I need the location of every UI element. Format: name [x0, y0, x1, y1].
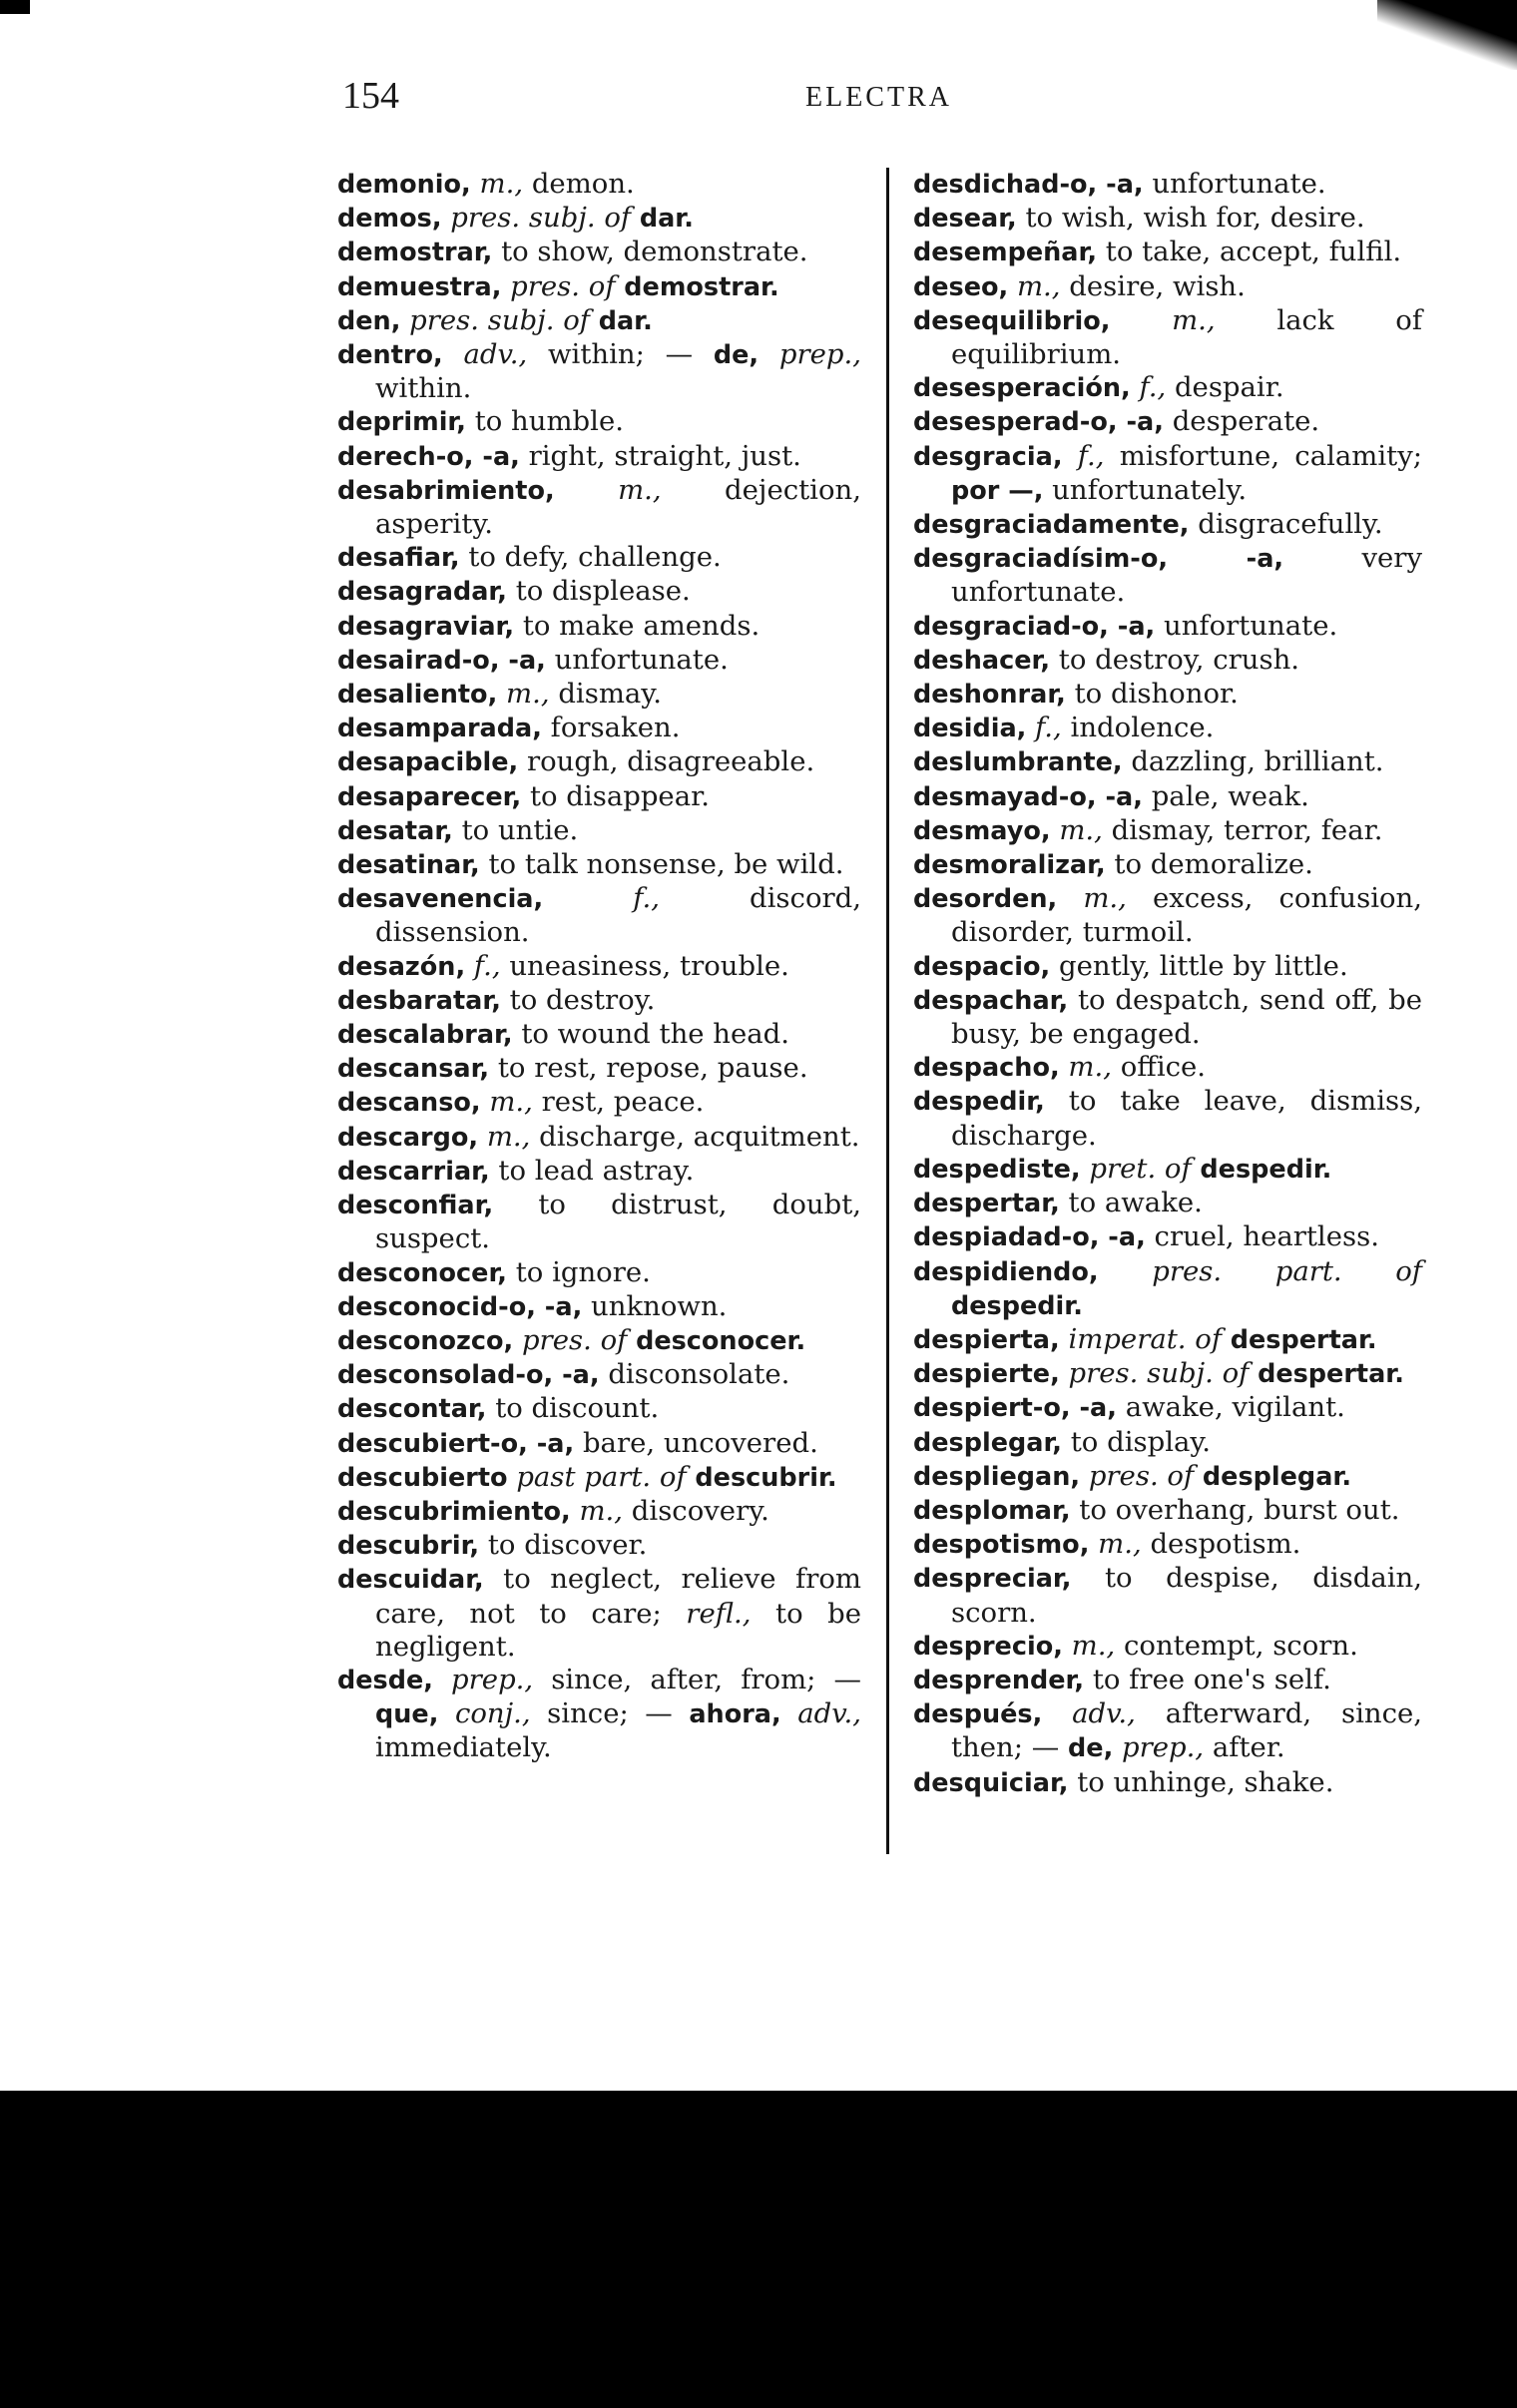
grammar-label: adv., [463, 338, 528, 371]
glossary-entry [337, 984, 861, 1018]
glossary-entry [913, 780, 1422, 814]
cross-reference: desplegar. [1202, 1461, 1352, 1492]
cross-reference: despertar. [1258, 1359, 1404, 1390]
glossary-entry [913, 678, 1422, 712]
definition-text: unfortunate. [1163, 609, 1338, 642]
definition-text: dazzling, brilliant. [1131, 745, 1384, 778]
headword: descalabrar, [337, 1020, 513, 1051]
glossary-entry [337, 304, 861, 338]
grammar-label: pres. subj. of [450, 202, 632, 235]
headword: desavenencia, [337, 884, 544, 915]
definition-text: within. [375, 372, 472, 405]
definition-text: office. [1120, 1051, 1207, 1084]
glossary-entry [337, 168, 861, 202]
definition-text: desperate. [1172, 405, 1320, 438]
definition-text: to defy, challenge. [468, 541, 722, 574]
glossary-entry [913, 610, 1422, 644]
glossary-entry [337, 338, 861, 405]
glossary-entry [913, 1697, 1422, 1765]
glossary-entry [913, 1391, 1422, 1425]
headword: despediste, [913, 1154, 1081, 1185]
cross-reference: despedir. [951, 1290, 1083, 1321]
glossary-entry [337, 1392, 861, 1426]
cross-reference: ahora, [689, 1699, 781, 1730]
glossary-entry [913, 1664, 1422, 1697]
headword: desde, [337, 1665, 433, 1695]
grammar-label: pres. subj. of [1068, 1357, 1250, 1390]
glossary-entry [913, 882, 1422, 949]
definition-text: to take leave, dismiss, discharge. [951, 1085, 1422, 1152]
grammar-label: m., [486, 1120, 531, 1153]
definition-text: to humble. [474, 405, 624, 438]
glossary-entry [913, 405, 1422, 439]
glossary-entry [337, 712, 861, 745]
glossary-entry [337, 1189, 861, 1255]
glossary-entry [337, 1461, 861, 1495]
grammar-label: pres. of [521, 1323, 628, 1356]
definition-text: to demoralize. [1114, 848, 1313, 881]
glossary-entry [913, 1460, 1422, 1494]
headword: desgraciadísim-o, -a, [913, 544, 1284, 575]
grammar-label: conj., [454, 1697, 531, 1730]
glossary-entry [913, 1085, 1422, 1152]
grammar-label: m., [489, 1086, 533, 1119]
glossary-entry [913, 440, 1422, 508]
headword: desgraciad-o, -a, [913, 611, 1156, 642]
glossary-entry [337, 882, 861, 949]
headword: deprimir, [337, 407, 466, 438]
definition-text: to despatch, send off, be busy, be engaged. [951, 983, 1422, 1051]
glossary-entry [913, 371, 1422, 405]
headword: despreciar, [913, 1564, 1072, 1595]
headword: descarriar, [337, 1156, 490, 1187]
headword: desagradar, [337, 577, 507, 608]
definition-text: disgracefully. [1198, 508, 1383, 541]
cross-reference: dar. [598, 305, 653, 336]
glossary-entry [913, 1766, 1422, 1800]
definition-text: excess, confusion, disorder, turmoil. [951, 882, 1422, 949]
headword: desamparada, [337, 714, 542, 744]
glossary-entry [337, 541, 861, 575]
definition-text: to overhang, burst out. [1079, 1493, 1400, 1526]
glossary-entry [337, 1290, 861, 1324]
glossary-entry [913, 1562, 1422, 1629]
definition-text: to awake. [1068, 1187, 1203, 1219]
glossary-entry [337, 1155, 861, 1189]
glossary-entry [913, 1187, 1422, 1220]
headword: desaliento, [337, 680, 498, 711]
definition-text: to wound the head. [521, 1018, 790, 1051]
headword: desaparecer, [337, 781, 522, 812]
headword: demos, [337, 204, 442, 235]
glossary-entry [337, 440, 861, 474]
grammar-label: pres. of [1088, 1459, 1195, 1492]
cross-reference: por —, [951, 475, 1044, 506]
glossary-entry [913, 1630, 1422, 1664]
headword: desconsolad-o, -a, [337, 1360, 600, 1391]
headword: descubierto [337, 1462, 508, 1493]
glossary-entry [337, 814, 861, 848]
cross-reference: descubrir. [695, 1462, 837, 1493]
glossary-entry [913, 1357, 1422, 1391]
definition-text: discovery. [631, 1494, 769, 1527]
definition-text: contempt, scorn. [1123, 1629, 1358, 1662]
grammar-label: m., [1083, 882, 1127, 915]
definition-text: cruel, heartless. [1154, 1220, 1379, 1253]
glossary-entry [337, 1563, 861, 1664]
glossary-entry [913, 1426, 1422, 1460]
glossary-entry [337, 1324, 861, 1358]
definition-text: bare, uncovered. [582, 1426, 818, 1459]
definition-text: demon. [531, 168, 635, 200]
glossary-entry [337, 678, 861, 712]
glossary-entry [913, 508, 1422, 542]
definition-text: disconsolate. [608, 1358, 790, 1391]
grammar-label: refl., [686, 1597, 752, 1630]
glossary-entry [337, 270, 861, 304]
definition-text: to unhinge, shake. [1077, 1765, 1334, 1798]
definition-text: to rest, repose, pause. [497, 1052, 808, 1085]
glossary-entry [337, 1427, 861, 1461]
headword: desorden, [913, 884, 1058, 915]
headword: después, [913, 1699, 1043, 1730]
glossary-entry [337, 575, 861, 609]
headword: desagraviar, [337, 611, 515, 642]
headword: demostrar, [337, 238, 493, 268]
headword: descubrir, [337, 1531, 480, 1562]
grammar-label: f., [473, 949, 501, 982]
headword: desazón, [337, 951, 466, 982]
headword: deslumbrante, [913, 747, 1123, 778]
headword: derech-o, -a, [337, 441, 520, 472]
glossary-entry [337, 848, 861, 882]
definition-text: to neglect, relieve from care, not to care; [375, 1563, 861, 1630]
headword: demuestra, [337, 271, 502, 302]
headword: descuidar, [337, 1565, 484, 1596]
glossary-entry [337, 745, 861, 779]
glossary-entry [337, 1529, 861, 1563]
headword: desatar, [337, 815, 453, 846]
definition-text: after. [1212, 1731, 1285, 1764]
cross-reference: de, [1068, 1733, 1114, 1764]
definition-text: to discover. [487, 1529, 648, 1562]
headword: despiadad-o, -a, [913, 1222, 1146, 1253]
definition-text: forsaken. [550, 712, 681, 744]
headword: desplomar, [913, 1495, 1071, 1526]
definition-text: to disappear. [529, 779, 710, 812]
headword: desquiciar, [913, 1767, 1069, 1798]
grammar-label: m., [479, 168, 524, 200]
headword: descontar, [337, 1394, 487, 1425]
headword: desconozco, [337, 1325, 514, 1356]
glossary-entry [913, 745, 1422, 779]
definition-text: indolence. [1070, 712, 1215, 744]
grammar-label: pret. of [1089, 1152, 1192, 1185]
definition-text: within; — [547, 338, 694, 371]
headword: desmayo, [913, 815, 1051, 846]
running-title: ELECTRA [805, 82, 952, 113]
glossary-column-right [913, 168, 1422, 1800]
headword: desbaratar, [337, 985, 501, 1016]
grammar-label: f., [633, 882, 660, 915]
headword: den, [337, 305, 401, 336]
headword: desconocid-o, -a, [337, 1291, 583, 1322]
grammar-label: imperat. of [1068, 1322, 1222, 1355]
definition-text: desire, wish. [1069, 269, 1246, 302]
scan-artifact-top-right [1377, 0, 1517, 70]
headword: despiert-o, -a, [913, 1393, 1117, 1424]
definition-text: to dishonor. [1074, 678, 1239, 711]
cross-reference: que, [375, 1699, 439, 1730]
headword: despertar, [913, 1189, 1060, 1219]
glossary-entry [913, 542, 1422, 609]
headword: desconfiar, [337, 1191, 494, 1221]
headword: desmoralizar, [913, 850, 1106, 881]
glossary-entry [913, 1323, 1422, 1357]
definition-text: rough, disagreeable. [526, 745, 815, 778]
headword: descansar, [337, 1054, 490, 1085]
definition-text: to display. [1070, 1425, 1212, 1458]
headword: desesperad-o, -a, [913, 407, 1164, 438]
glossary-entry [337, 1358, 861, 1392]
definition-text: to discount. [495, 1392, 660, 1425]
definition-text: to lead astray. [498, 1154, 695, 1187]
glossary-entry [337, 950, 861, 984]
definition-text: since; — [547, 1697, 673, 1730]
headword: desesperación, [913, 373, 1131, 404]
glossary-entry [913, 848, 1422, 882]
grammar-label: m., [579, 1494, 624, 1527]
headword: despidiendo, [913, 1256, 1099, 1287]
definition-text: dejection, asperity. [375, 473, 861, 541]
glossary-entry [337, 1052, 861, 1086]
glossary-entry [913, 1051, 1422, 1085]
definition-text: pale, weak. [1151, 779, 1309, 812]
glossary-entry [337, 474, 861, 541]
definition-text: lack of equilibrium. [951, 303, 1422, 371]
glossary-entry [913, 1494, 1422, 1528]
headword: deshacer, [913, 645, 1051, 676]
scan-artifact-top-left [0, 0, 30, 14]
headword: desgracia, [913, 441, 1063, 472]
headword: despacio, [913, 951, 1051, 982]
cross-reference: despedir. [1200, 1154, 1332, 1185]
cross-reference: de, [713, 340, 759, 371]
grammar-label: f., [1035, 712, 1062, 744]
definition-text: right, straight, just. [528, 439, 801, 472]
glossary-entry [337, 1256, 861, 1290]
definition-text: to make amends. [522, 609, 760, 642]
glossary-entry [337, 1121, 861, 1155]
definition-text: unfortunate. [554, 643, 729, 676]
headword: despedir, [913, 1087, 1045, 1118]
glossary-entry [913, 1255, 1422, 1323]
glossary-entry [913, 1220, 1422, 1254]
headword: despierta, [913, 1324, 1060, 1355]
headword: desmayad-o, -a, [913, 781, 1143, 812]
headword: desplegar, [913, 1427, 1062, 1458]
definition-text: immediately. [375, 1731, 552, 1764]
definition-text: to despise, disdain, scorn. [951, 1562, 1422, 1629]
definition-text: to wish, wish for, desire. [1025, 202, 1365, 235]
definition-text: to distrust, doubt, suspect. [375, 1189, 861, 1255]
definition-text: unfortunate. [1152, 168, 1326, 200]
glossary-entry [913, 814, 1422, 848]
headword: desidia, [913, 714, 1027, 744]
headword: desconocer, [337, 1257, 507, 1288]
headword: desempeñar, [913, 238, 1098, 268]
glossary-entry [913, 304, 1422, 371]
cross-reference: demostrar. [624, 271, 779, 302]
headword: desprecio, [913, 1631, 1063, 1662]
definition-text: to free one's self. [1092, 1663, 1331, 1695]
definition-text: to destroy, crush. [1058, 643, 1300, 676]
definition-text: despotism. [1150, 1528, 1301, 1561]
headword: dentro, [337, 340, 443, 371]
grammar-label: pres. part. of [1152, 1254, 1422, 1287]
cross-reference: despertar. [1230, 1324, 1377, 1355]
glossary-column-left [337, 168, 861, 1765]
grammar-label: past part. of [516, 1460, 687, 1493]
headword: demonio, [337, 170, 471, 200]
headword: descargo, [337, 1122, 479, 1153]
definition-text: discord, dissension. [375, 882, 861, 949]
glossary-entry [913, 644, 1422, 678]
glossary-entry [337, 236, 861, 269]
glossary-entry [913, 202, 1422, 236]
grammar-label: m., [1059, 813, 1103, 846]
grammar-label: m., [1016, 269, 1061, 302]
definition-text: to take, accept, fulfil. [1105, 236, 1402, 268]
definition-text: uneasiness, trouble. [509, 949, 789, 982]
glossary-entry [913, 270, 1422, 304]
headword: desprender, [913, 1665, 1085, 1695]
definition-text: to talk nonsense, be wild. [488, 848, 844, 881]
glossary-entry [337, 644, 861, 678]
definition-text: to be negligent. [375, 1597, 861, 1663]
headword: descubiert-o, -a, [337, 1428, 575, 1459]
scan-dark-margin [0, 2091, 1517, 2408]
cross-reference: dar. [639, 204, 694, 235]
headword: despierte, [913, 1359, 1060, 1390]
grammar-label: adv., [1072, 1697, 1136, 1730]
glossary-entry [913, 712, 1422, 745]
grammar-label: f., [1139, 371, 1167, 404]
grammar-label: m., [1068, 1051, 1112, 1084]
headword: desafiar, [337, 543, 460, 574]
headword: desabrimiento, [337, 475, 555, 506]
headword: desapacible, [337, 747, 519, 778]
grammar-label: m., [618, 473, 662, 506]
headword: despacho, [913, 1053, 1060, 1084]
glossary-entry [913, 984, 1422, 1051]
definition-text: rest, peace. [541, 1086, 705, 1119]
definition-text: dismay, terror, fear. [1111, 813, 1383, 846]
headword: descubrimiento, [337, 1496, 571, 1527]
headword: desdichad-o, -a, [913, 170, 1144, 200]
column-divider [886, 168, 889, 1854]
headword: despachar, [913, 985, 1069, 1016]
definition-text: to show, demonstrate. [501, 236, 808, 268]
glossary-entry [337, 1495, 861, 1529]
definition-text: very unfortunate. [951, 542, 1422, 609]
headword: desgraciadamente, [913, 510, 1190, 541]
headword: desequilibrio, [913, 305, 1111, 336]
glossary-entry [913, 168, 1422, 202]
glossary-entry [337, 405, 861, 439]
definition-text: afterward, since, then; — [951, 1697, 1422, 1764]
grammar-label: m., [506, 678, 550, 711]
grammar-label: m., [1098, 1528, 1142, 1561]
page-number: 154 [342, 75, 399, 117]
glossary-entry [337, 202, 861, 236]
definition-text: misfortune, calamity; [1119, 439, 1423, 472]
headword: desairad-o, -a, [337, 645, 546, 676]
glossary-entry [913, 1153, 1422, 1187]
cross-reference: desconocer. [636, 1325, 806, 1356]
definition-text: to displease. [515, 575, 691, 608]
glossary-entry [337, 1086, 861, 1120]
definition-text: to ignore. [515, 1255, 651, 1288]
headword: descanso, [337, 1088, 481, 1119]
glossary-entry [337, 780, 861, 814]
grammar-label: adv., [797, 1697, 861, 1730]
definition-text: to destroy. [509, 983, 656, 1016]
glossary-entry [913, 950, 1422, 984]
headword: desatinar, [337, 850, 480, 881]
grammar-label: prep., [451, 1663, 534, 1695]
headword: deseo, [913, 271, 1009, 302]
headword: despotismo, [913, 1530, 1090, 1561]
headword: desear, [913, 204, 1017, 235]
grammar-label: f., [1077, 439, 1105, 472]
glossary-entry [913, 236, 1422, 269]
definition-text: since, after, from; — [551, 1663, 861, 1695]
glossary-entry [913, 1528, 1422, 1562]
definition-text: dismay. [558, 678, 662, 711]
glossary-entry [337, 1664, 861, 1765]
headword: despliegan, [913, 1461, 1081, 1492]
definition-text: awake, vigilant. [1125, 1391, 1345, 1424]
glossary-entry [337, 1018, 861, 1052]
grammar-label: pres. subj. of [409, 303, 590, 336]
grammar-label: prep., [778, 338, 862, 371]
definition-text: unknown. [591, 1289, 728, 1322]
definition-text: unfortunately. [1052, 473, 1248, 506]
grammar-label: prep., [1122, 1731, 1205, 1764]
definition-text: despair. [1174, 371, 1284, 404]
definition-text: discharge, acquitment. [539, 1120, 860, 1153]
definition-text: gently, little by little. [1059, 949, 1348, 982]
definition-text: to untie. [461, 813, 579, 846]
grammar-label: m., [1172, 303, 1216, 336]
grammar-label: m., [1071, 1629, 1116, 1662]
grammar-label: pres. of [510, 269, 616, 302]
glossary-entry [337, 610, 861, 644]
headword: deshonrar, [913, 680, 1066, 711]
